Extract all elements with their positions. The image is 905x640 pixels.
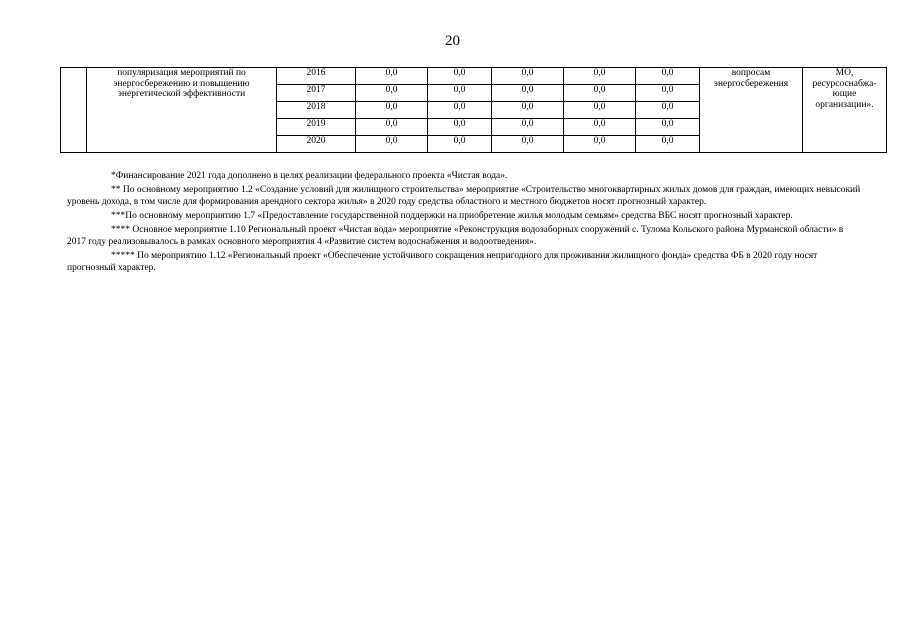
index-cell <box>61 68 87 153</box>
value-cell: 0,0 <box>492 119 564 136</box>
footnote: ***** По мероприятию 1.12 «Региональный проект «Обеспечение устойчивого сокращения непригодного для проживания жилищного фонда» средства ФБ в 2020 году носят прогнозный характер. <box>67 251 818 273</box>
value-cell: 0,0 <box>428 68 492 85</box>
year-cell: 2019 <box>277 119 356 136</box>
financing-table <box>60 67 887 153</box>
footnotes <box>67 170 862 276</box>
value-cell: 0,0 <box>428 85 492 102</box>
value-cell: 0,0 <box>428 136 492 153</box>
year-cell: 2017 <box>277 85 356 102</box>
participants-cell: МО, ресурсоснабжа-ющие организации». <box>803 68 887 153</box>
value-cell: 0,0 <box>636 119 700 136</box>
value-cell: 0,0 <box>492 136 564 153</box>
value-cell: 0,0 <box>492 102 564 119</box>
value-cell: 0,0 <box>564 136 636 153</box>
value-cell: 0,0 <box>636 102 700 119</box>
value-cell: 0,0 <box>356 119 428 136</box>
value-cell: 0,0 <box>564 68 636 85</box>
footnote: ** По основному мероприятию 1.2 «Создание условий для жилищного строительства» мероприятие «Строительство многоквартирных жилых домов для граждан, имеющих невысокий уровень дохода, в том числе для формирования арендного сектора жилья» в 2020 году средства областного и местного бюджетов носят прогнозный характер. <box>67 185 861 207</box>
value-cell: 0,0 <box>564 85 636 102</box>
value-cell: 0,0 <box>428 102 492 119</box>
responsible-cell: вопросам энергосбережения <box>700 68 803 153</box>
footnote: *Финансирование 2021 года дополнено в целях реализации федерального проекта «Чистая вода». <box>111 171 508 181</box>
value-cell: 0,0 <box>356 136 428 153</box>
year-cell: 2016 <box>277 68 356 85</box>
value-cell: 0,0 <box>636 136 700 153</box>
measure-description: популяризация мероприятий по энергосбережению и повышению энергетической эффективности <box>87 68 277 153</box>
value-cell: 0,0 <box>356 68 428 85</box>
value-cell: 0,0 <box>356 102 428 119</box>
value-cell: 0,0 <box>492 68 564 85</box>
value-cell: 0,0 <box>636 68 700 85</box>
page-number: 20 <box>445 33 460 49</box>
year-cell: 2018 <box>277 102 356 119</box>
value-cell: 0,0 <box>428 119 492 136</box>
value-cell: 0,0 <box>356 85 428 102</box>
value-cell: 0,0 <box>564 102 636 119</box>
value-cell: 0,0 <box>564 119 636 136</box>
year-cell: 2020 <box>277 136 356 153</box>
table-row <box>61 68 887 85</box>
footnote: ***По основному мероприятию 1.7 «Предоставление государственной поддержки на приобретение жилья молодым семьям» средства ВБС носят прогнозный характер. <box>111 211 793 221</box>
value-cell: 0,0 <box>492 85 564 102</box>
footnote: **** Основное мероприятие 1.10 Региональный проект «Чистая вода» мероприятие «Реконструкция водозаборных сооружений с. Тулома Кольского района Мурманской области» в 2017 году реализовывалось в рамках основного мероприятия 4 «Развитие систем водоснабжения и водоотведения». <box>67 225 844 247</box>
value-cell: 0,0 <box>636 85 700 102</box>
